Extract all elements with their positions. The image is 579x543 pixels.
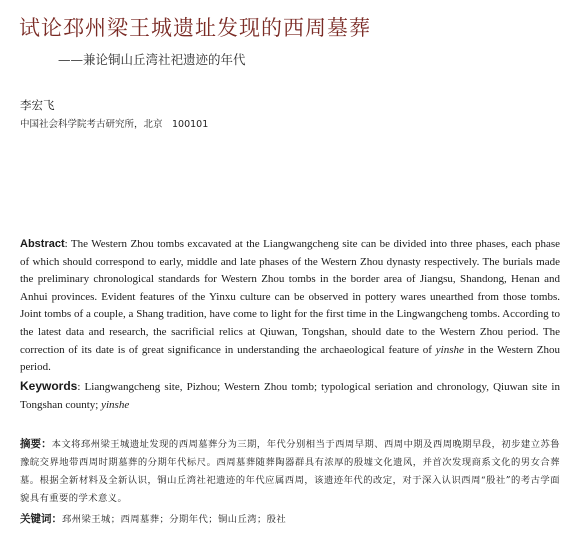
keywords-chinese-text: 邳州梁王城；西周墓葬；分期年代；铜山丘湾；殷社: [62, 514, 287, 525]
abstract-english: [20, 236, 560, 377]
author-name: 李宏飞: [20, 98, 55, 112]
keywords-english-label: Keywords: [20, 379, 78, 393]
keywords-chinese: [20, 511, 560, 526]
keywords-english-italic-term: yinshe: [101, 398, 130, 411]
keywords-english-text: Liangwangcheng site, Pizhou; Western Zhou tomb; typological seriation and chronology, Qiuwan site in Tongshan county;: [20, 381, 560, 411]
abstract-english-text: The Western Zhou tombs excavated at the Liangwangcheng site can be divided into three phases, each phase of which should correspond to early, middle and late phases of the Western Zhou dynasty respectively. The burials made the preliminary chronological standards for Western Zhou tombs in the border area of Jiangsu, Shandong, Henan and Anhui provinces. Evident features of the Yinxu culture can be observed in pottery wares unearthed from those tombs. Joint tombs of a couple, a Shang tradition, have come to light for the first time in the Lingwangcheng tombs. According to the latest data and research, the sacrificial relics at Qiuwan, Tongshan, should date to the Western Zhou period. The correction of its date is of great significance in understanding the archaeological feature of: [20, 238, 561, 356]
keywords-chinese-separator: ：: [51, 513, 62, 525]
abstract-english-text-end: in the Western Zhou period.: [20, 343, 560, 374]
article-title: 试论邳州梁王城遗址发现的西周墓葬: [19, 16, 371, 40]
abstract-chinese-text: 本文将邳州梁王城遗址发现的西周墓葬分为三期，年代分别相当于西周早期、西周中期及西周晚期早段，初步建立苏鲁豫皖交界地带西周时期墓葬的分期年代标尺。西周墓葬随葬陶器群具有浓厚的殷墟文化遗风，并首次发现商系文化的男女合葬墓。根据全新材料及全新认识，铜山丘湾社祀遗迹的年代应属西周，该遗迹年代的改定，对于深入认识西周“殷社”的考古学面貌具有重要的学术意义。: [20, 439, 560, 504]
author-affiliation: 中国社会科学院考古研究所，北京 100101: [20, 119, 209, 130]
abstract-chinese-label: 摘要: [20, 438, 42, 450]
article-subtitle: ——兼论铜山丘湾社祀遗迹的年代: [58, 52, 246, 67]
keywords-chinese-label: 关键词: [20, 513, 52, 525]
abstract-english-italic-term: yinshe: [435, 343, 464, 356]
abstract-english-separator: :: [64, 238, 71, 250]
abstract-chinese: [20, 435, 560, 508]
abstract-chinese-separator: ：: [41, 438, 52, 450]
keywords-english: [20, 378, 560, 414]
abstract-english-label: Abstract: [20, 238, 65, 250]
keywords-english-separator: :: [77, 381, 85, 393]
